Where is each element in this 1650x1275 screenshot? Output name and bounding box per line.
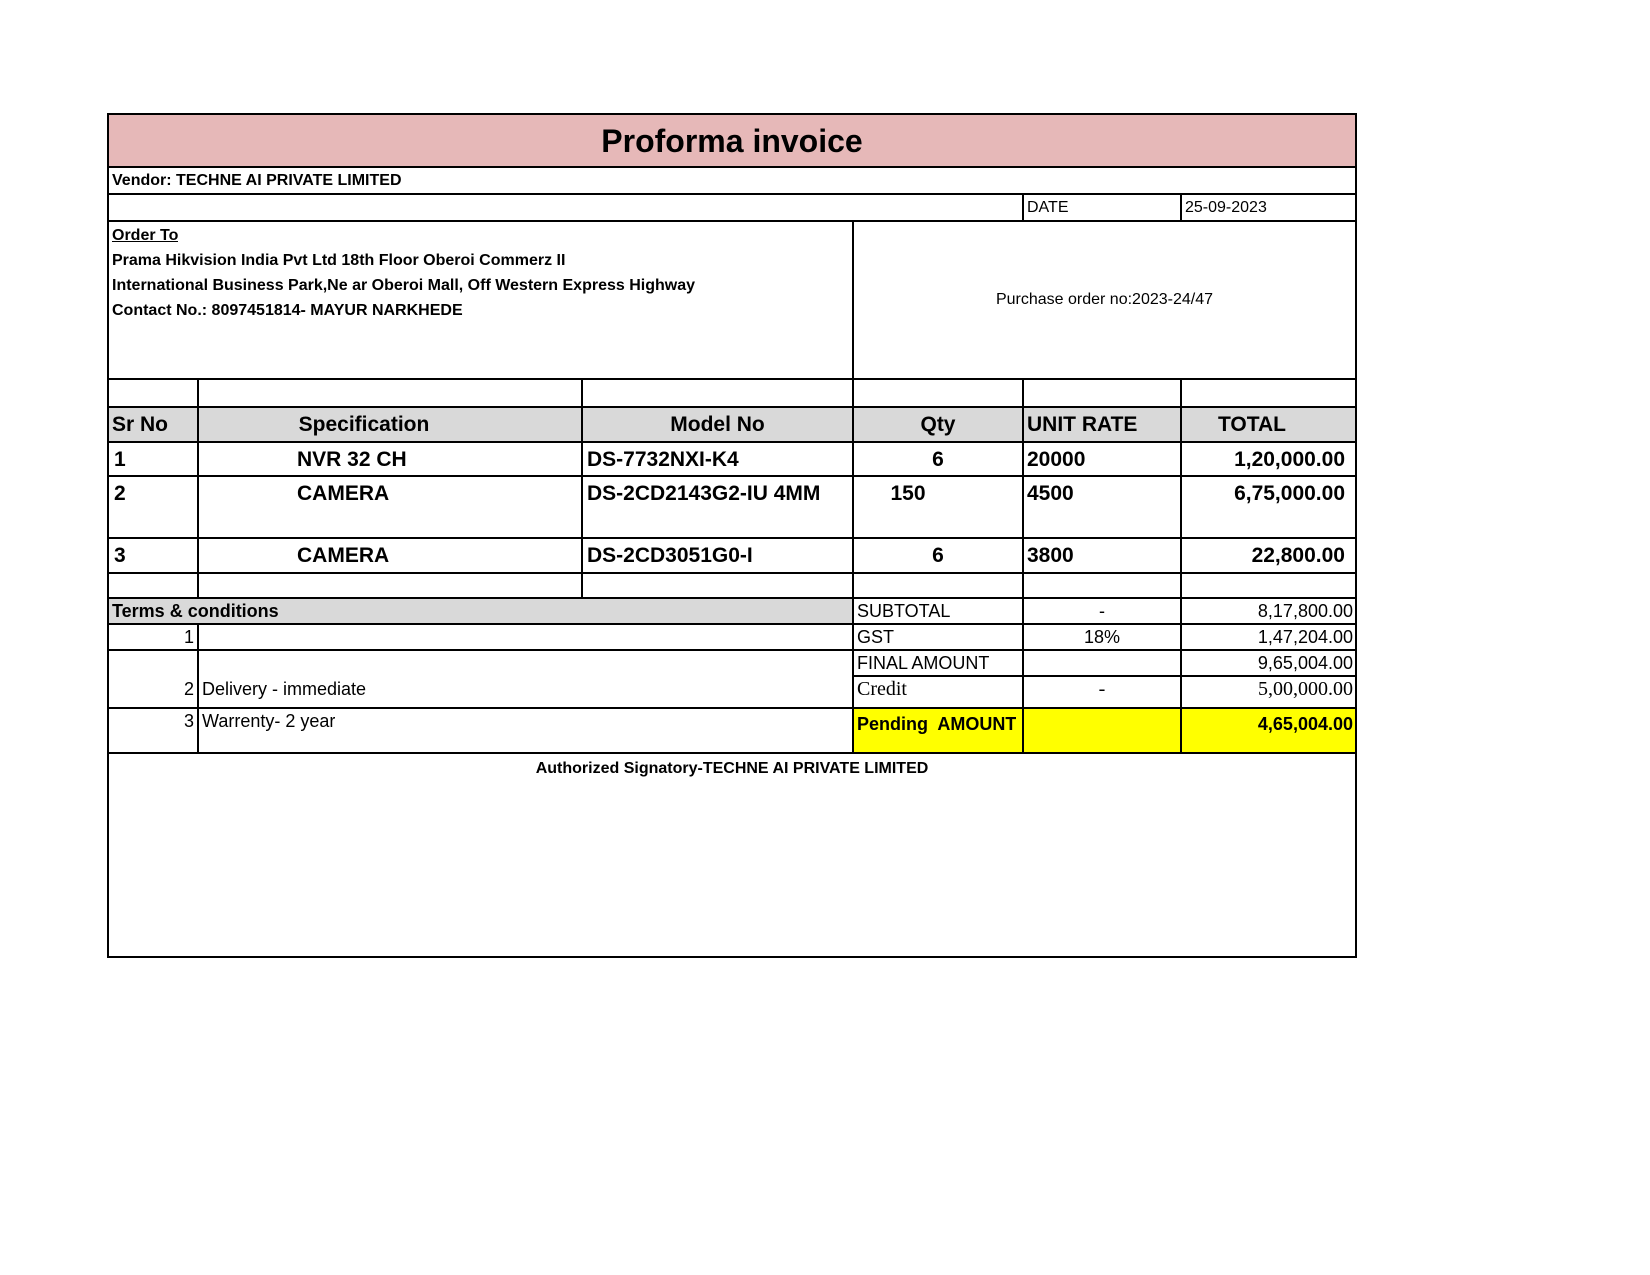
terms-heading: Terms & conditions (112, 601, 279, 621)
row-total: 1,20,000.00 (1234, 448, 1345, 471)
term-number: 2 (183, 679, 194, 699)
term-text: Delivery - immediate (202, 679, 367, 699)
row-spec: NVR 32 CH (297, 448, 407, 471)
subtotal-mid: - (1099, 601, 1105, 621)
row-model: DS-7732NXI-K4 (587, 448, 739, 471)
row-sr: 1 (114, 448, 126, 471)
col-model-no: Model No (670, 413, 765, 436)
row-qty: 6 (932, 448, 944, 471)
final-amount-label: FINAL AMOUNT (857, 653, 990, 673)
invoice-title: Proforma invoice (109, 115, 1355, 167)
pending-amount-label: Pending AMOUNT (857, 714, 1017, 734)
row-sr: 2 (114, 482, 126, 505)
row-rate: 3800 (1027, 544, 1074, 567)
purchase-order-number: Purchase order no:2023-24/47 (995, 291, 1214, 308)
row-qty: 6 (932, 544, 944, 567)
row-sr: 3 (114, 544, 126, 567)
subtotal-value: 8,17,800.00 (1257, 601, 1353, 621)
date-label: DATE (1027, 199, 1069, 216)
row-model: DS-2CD3051G0-I (587, 544, 753, 567)
col-sr-no: Sr No (112, 413, 169, 436)
row-total: 6,75,000.00 (1234, 482, 1345, 505)
credit-value: 5,00,000.00 (1258, 678, 1353, 700)
pending-amount-value: 4,65,004.00 (1257, 714, 1353, 734)
row-rate: 20000 (1027, 448, 1086, 471)
row-qty: 150 (890, 482, 926, 505)
gst-value: 1,47,204.00 (1257, 627, 1353, 647)
order-to-line-2: International Business Park,Ne ar Oberoi Mall, Off Western Express Highway (112, 277, 695, 294)
row-rate: 4500 (1027, 482, 1074, 505)
col-qty: Qty (920, 413, 956, 436)
authorized-signatory: Authorized Signatory-TECHNE AI PRIVATE LIMITED (535, 760, 929, 777)
term-number: 1 (183, 627, 194, 647)
col-unit-rate: UNIT RATE (1027, 413, 1138, 436)
row-model: DS-2CD2143G2-IU 4MM (587, 482, 821, 505)
term-text: Warrenty- 2 year (202, 711, 336, 731)
term-number: 3 (183, 711, 194, 731)
date-value: 25-09-2023 (1185, 199, 1267, 216)
vendor-name: Vendor: TECHNE AI PRIVATE LIMITED (112, 172, 402, 189)
col-total: TOTAL (1217, 413, 1287, 436)
row-total: 22,800.00 (1251, 544, 1345, 567)
gst-rate: 18% (1083, 627, 1121, 647)
row-spec: CAMERA (297, 482, 390, 505)
credit-mid: - (1098, 678, 1106, 700)
invoice-sheet (107, 113, 1357, 958)
order-to-contact: Contact No.: 8097451814- MAYUR NARKHEDE (112, 302, 463, 319)
subtotal-label: SUBTOTAL (857, 601, 951, 621)
row-spec: CAMERA (297, 544, 390, 567)
final-amount-value: 9,65,004.00 (1257, 653, 1353, 673)
order-to-heading: Order To (112, 227, 179, 244)
col-specification: Specification (298, 413, 430, 436)
order-to-line-1: Prama Hikvision India Pvt Ltd 18th Floor Oberoi Commerz II (112, 252, 566, 269)
gst-label: GST (857, 627, 895, 647)
credit-label: Credit (857, 678, 907, 700)
